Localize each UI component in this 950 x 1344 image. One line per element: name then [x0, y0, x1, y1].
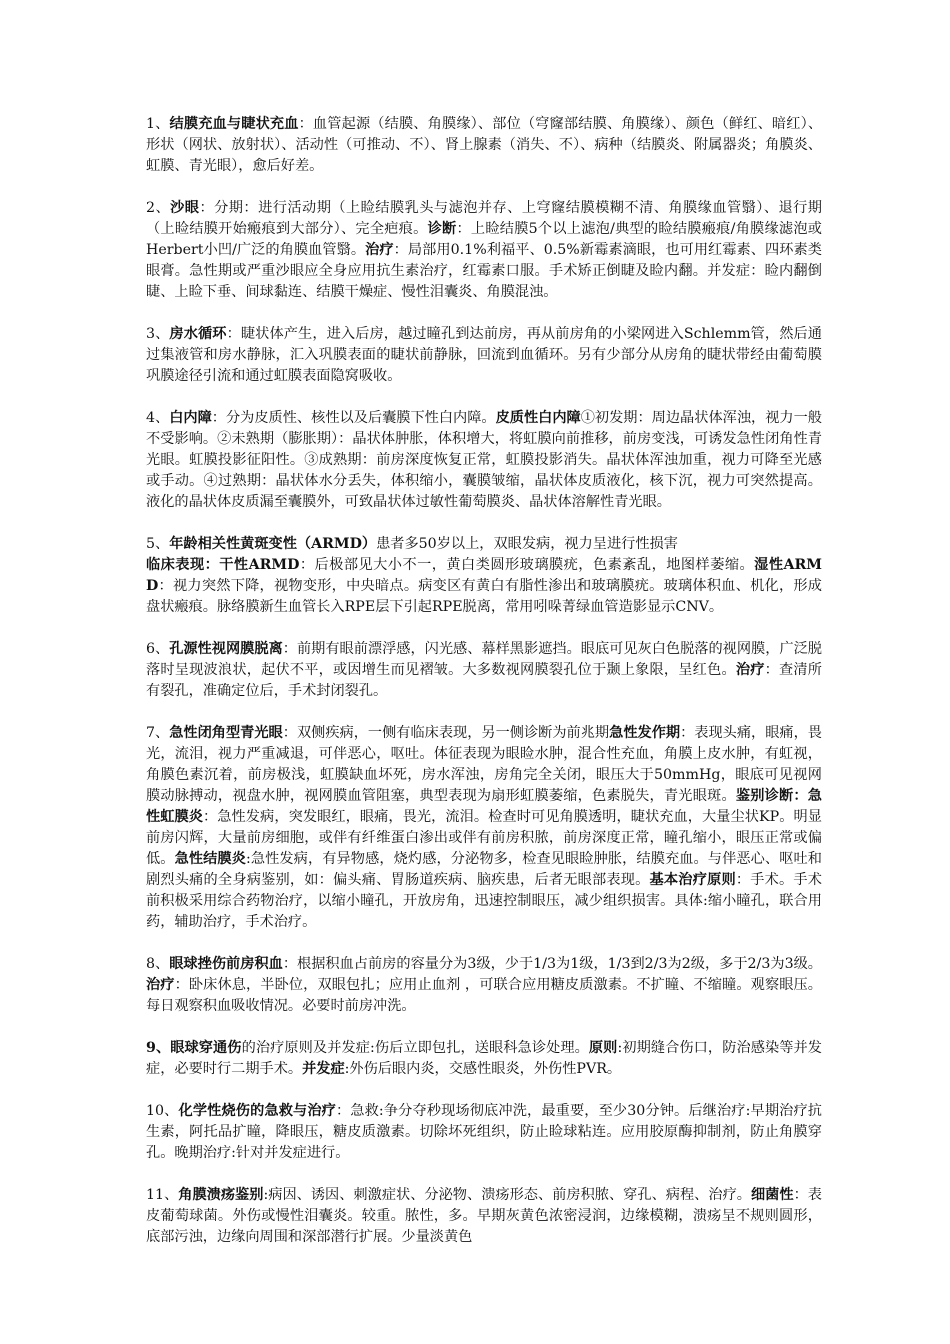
paragraph-3 [146, 324, 822, 387]
paragraph-9 [146, 1038, 822, 1080]
body-text: ：局部用0.1%利福平、0.5%新霉素滴眼，也可用红霉素、四环素类眼膏。急性期或严重沙眼应全身应用抗生素治疗，红霉素口服。手术矫正倒睫及睑内翻。并发症：睑内翻倒睫、上睑下垂、间球黏连、结膜干燥症、慢性泪囊炎、角膜混浊。 [146, 242, 822, 300]
body-text: ：上睑结膜5个以上滤泡/典型的睑结膜瘢痕/角膜缘滤泡或Herbert小凹/广泛的角膜血管翳。 [146, 221, 822, 258]
bold-heading-text: 鉴别诊断：急性虹膜炎 [146, 788, 822, 825]
bold-heading-text: 湿性ARMD [146, 557, 822, 594]
body-text: ：分为皮质性、核性以及后囊膜下性白内障。 [211, 410, 496, 426]
body-text: 的治疗原则及并发症:伤后立即包扎，送眼科急诊处理。 [241, 1040, 589, 1056]
body-text: 3、 [146, 326, 170, 342]
paragraph-7 [146, 723, 822, 933]
body-text: 10、 [146, 1103, 179, 1119]
bold-heading-text: 诊断 [427, 221, 457, 237]
bold-heading-text: 原则 [588, 1040, 618, 1056]
paragraph-4 [146, 408, 822, 513]
bold-heading-text: 急性发作期 [609, 725, 681, 741]
bold-heading-text: 临床表现：干性ARMD [146, 557, 300, 573]
bold-heading-text: 9、眼球穿通伤 [146, 1040, 242, 1056]
body-text: 8、 [146, 956, 170, 972]
body-text: ：根据积血占前房的容量分为3级，少于1/3为1级，1/3到2/3为2级，多于2/3为3级。 [282, 956, 822, 972]
bold-heading-text: 急性结膜炎 [174, 851, 246, 867]
body-text: ：后极部见大小不一，黄白类圆形玻璃膜疣，色素紊乱，地图样萎缩。 [299, 557, 755, 573]
body-text: ：前期有眼前漂浮感，闪光感、幕样黑影遮挡。眼底可见灰白色脱落的视网膜，广泛脱落时呈现波浪状，起伏不平，或因增生而见褶皱。大多数视网膜裂孔位于颞上象限，呈红色。 [146, 641, 822, 678]
bold-heading-text: 孔源性视网膜脱离 [169, 641, 283, 657]
body-text: 4、 [146, 410, 170, 426]
body-text: ：查清所有裂孔，准确定位后，手术封闭裂孔。 [146, 662, 822, 699]
body-text: ：手术。手术前积极采用综合药物治疗，以缩小瞳孔，开放房角，迅速控制眼压，减少组织损害。具体:缩小瞳孔，联合用药，辅助治疗，手术治疗。 [146, 872, 822, 930]
bold-heading-text: 皮质性白内障 [495, 410, 581, 426]
body-text: ：分期：进行活动期（上睑结膜乳头与滤泡并存、上穹窿结膜模糊不清、角膜缘血管翳）、退行期（上睑结膜开始瘢痕到大部分）、完全疤痕。 [146, 200, 822, 237]
paragraph-10 [146, 1101, 822, 1164]
body-text: ：卧床休息，半卧位，双眼包扎；应用止血剂 ，可联合应用糖皮质激素。不扩瞳、不缩瞳。观察眼压。每日观察积血吸收情况。必要时前房冲洗。 [146, 977, 822, 1014]
body-text: ①初发期：周边晶状体浑浊，视力一般不受影响。②未熟期（膨胀期）：晶状体肿胀，体积增大，将虹膜向前推移，前房变浅，可诱发急性闭角性青光眼。虹膜投影征阳性。③成熟期：前房深度恢复正常，虹膜投影消失。晶状体浑浊加重，视力可降至光感或手动。④过熟期：晶状体水分丢失，体积缩小，囊膜皱缩，晶状体皮质液化，核下沉，视力可突然提高。液化的晶状体皮质漏至囊膜外，可致晶状体过敏性葡萄膜炎、晶状体溶解性青光眼。 [146, 410, 822, 510]
bold-heading-text: 并发症 [302, 1061, 345, 1077]
bold-heading-text: 化学性烧伤的急救与治疗 [178, 1103, 336, 1119]
body-text: 7、 [146, 725, 170, 741]
bold-heading-text: 角膜溃疡鉴别 [178, 1187, 264, 1203]
bold-heading-text: 治疗 [735, 662, 765, 678]
body-text: 5、 [146, 536, 170, 552]
body-text: 11、 [146, 1187, 179, 1203]
body-text: ：血管起源（结膜、角膜缘）、部位（穹窿部结膜、角膜缘）、颜色（鲜红、暗红）、形状（网状、放射状）、活动性（可推动、不）、肾上腺素（消失、不）、病种（结膜炎、附属器炎；角膜炎、虹膜、青光眼），愈后好差。 [146, 116, 823, 174]
body-text: ：急救:争分夺秒现场彻底冲洗，最重要，至少30分钟。后继治疗:早期治疗抗生素，阿托品扩瞳，降眼压，糖皮质激素。切除坏死组织，防止睑球粘连。应用胶原酶抑制剂，防止角膜穿孔。晚期治疗:针对并发症进行。 [146, 1103, 822, 1161]
body-text: 2、 [146, 200, 171, 216]
body-text: ：表皮葡萄球菌。外伤或慢性泪囊炎。较重。脓性，多。早期灰黄色浓密浸润，边缘模糊，溃疡呈不规则圆形，底部污浊，边缘向周围和深部潜行扩展。少量淡黄色 [146, 1187, 822, 1245]
bold-heading-text: 房水循环 [169, 326, 227, 342]
paragraph-6 [146, 639, 822, 702]
body-text: 患者多50岁以上，双眼发病，视力呈进行性损害 [376, 536, 678, 552]
bold-heading-text: 治疗 [365, 242, 394, 258]
paragraph-8 [146, 954, 822, 1017]
body-text: ：急性发病，突发眼红，眼痛，畏光，流泪。检查时可见角膜透明，睫状充血，大量尘状KP。明显前房闪辉，大量前房细胞，或伴有纤维蛋白渗出或伴有前房积脓，前房深度正常，瞳孔缩小，眼压正常或偏低。 [146, 809, 822, 867]
bold-heading-text: 治疗 [146, 977, 175, 993]
bold-heading-text: 基本治疗原则 [649, 872, 736, 888]
body-text: ：表现头痛，眼痛，畏光，流泪，视力严重减退，可伴恶心，呕吐。体征表现为眼睑水肿，混合性充血，角膜上皮水肿，有虹视，角膜色素沉着，前房极浅，虹膜缺血坏死，房水浑浊，房角完全关闭，眼压大于50mmHg，眼底可见视网膜动脉搏动，视盘水肿，视网膜血管阻塞，典型表现为扇形虹膜萎缩，色素脱失，青光眼斑。 [146, 725, 822, 804]
body-text: 6、 [146, 641, 170, 657]
body-text: 1、 [146, 116, 170, 132]
body-text: :急性发病，有异物感，烧灼感，分泌物多，检查见眼睑肿胀，结膜充血。与伴恶心、呕吐和剧烈头痛的全身病鉴别，如：偏头痛、胃肠道疾病、脑疾患，后者无眼部表现。 [146, 851, 822, 888]
bold-heading-text: 急性闭角型青光眼 [169, 725, 283, 741]
body-text: ：视力突然下降，视物变形，中央暗点。病变区有黄白有脂性渗出和玻璃膜疣。玻璃体积血、机化，形成盘状瘢痕。脉络膜新生血管长入RPE层下引起RPE脱离，常用吲哚菁绿血管造影显示CNV。 [146, 578, 822, 615]
paragraph-11 [146, 1185, 822, 1248]
paragraph-2 [146, 198, 822, 303]
body-text: :初期缝合伤口，防治感染等并发症，必要时行二期手术。 [146, 1040, 822, 1077]
bold-heading-text: 眼球挫伤前房积血 [169, 956, 283, 972]
body-text: :病因、诱因、刺激症状、分泌物、溃疡形态、前房积脓、穿孔、病程、治疗。 [263, 1187, 751, 1203]
bold-heading-text: 细菌性 [750, 1187, 794, 1203]
body-text: ：睫状体产生，进入后房，越过瞳孔到达前房，再从前房角的小梁网进入Schlemm管，然后通过集液管和房水静脉，汇入巩膜表面的睫状前静脉，回流到血循环。另有少部分从房角的睫状带经由葡萄膜巩膜途径引流和通过虹膜表面隐窝吸收。 [146, 326, 822, 384]
bold-heading-text: 年龄相关性黄斑变性（ARMD） [169, 536, 377, 552]
bold-heading-text: 沙眼 [170, 200, 200, 216]
body-text: :外伤后眼内炎，交感性眼炎，外伤性PVR。 [344, 1061, 622, 1077]
bold-heading-text: 白内障 [169, 410, 212, 426]
body-text: ：双侧疾病，一侧有临床表现，另一侧诊断为前兆期 [282, 725, 610, 741]
paragraph-5 [146, 534, 822, 618]
paragraph-1 [146, 114, 822, 177]
bold-heading-text: 结膜充血与睫状充血 [169, 116, 299, 132]
